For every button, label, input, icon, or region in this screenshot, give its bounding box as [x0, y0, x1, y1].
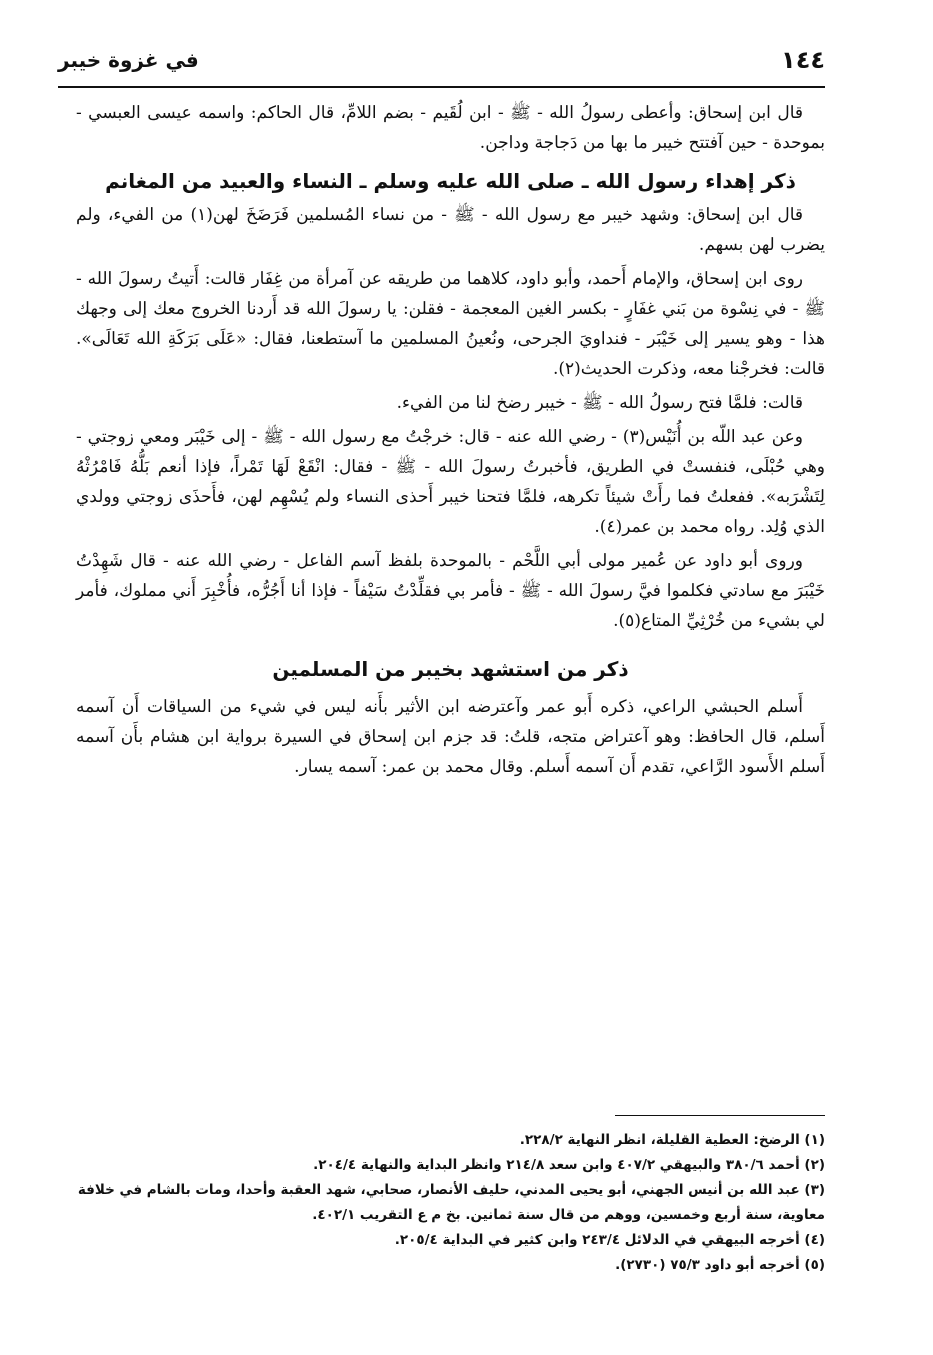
page-number: ١٤٤: [781, 46, 825, 74]
paragraph: قال ابن إسحاق: وشهد خيبر مع رسول الله - ﷺ - من نساء المُسلمين فَرَضَخَ لهن(١) من الفيء، ولم يضرب لهن بسهم.: [76, 205, 825, 255]
footnote-separator: [615, 1115, 825, 1116]
paragraph: أَسلم الحبشي الراعي، ذكره أَبو عمر وآعترضه ابن الأثير بأَنه ليس في شيء من السياقات أَن آسمه أَسلم، قال الحافظ: وهو آعتراض متجه، قلتُ: قد جزم ابن إسحاق في السيرة برواية ابن هشام بأَن آسمه أَسلم الأَسود الرَّاعي، تقدم أَن آسمه أَسلم. وقال محمد بن عمر: آسمه يسار.: [76, 697, 825, 777]
running-title: في غزوة خيبر: [58, 48, 199, 72]
footnote: (٣) عبد الله بن أنيس الجهني، أبو يحيى المدني، حليف الأنصار، صحابي، شهد العقبة وأحدا، ومات بالشام في خلافة معاوية، سنة أربع وخمسين، ووهم من قال سنة ثمانين. بخ م ع التقريب ٤٠٢/١.: [77, 1182, 825, 1223]
footnote: (٤) أخرجه البيهقي في الدلائل ٢٤٣/٤ وابن كثير في البداية ٢٠٥/٤.: [394, 1232, 825, 1248]
section-heading: ذكر من استشهد بخيبر من المسلمين: [272, 657, 629, 681]
paragraph: وعن عبد اللّه بن أُنَيْس(٣) - رضي الله عنه - قال: خرجْتُ مع رسول الله - ﷺ - إلى خَيْبَر ومعي زوجتي - وهي حُبْلَى، فنفستْ في الطريق، فأخبرتُ رسولَ الله - ﷺ - فقال: انْقَعْ لَهَا تَمْراً، فإذا أنعم بَلُّهُ فَامْرُثْهُ لِتَشْرَبه». ففعلتُ فما رأَتْ شيئاً تكرهه، فلمَّا فتحنا خيبر أَحذى النساء ولم يُسْهِم لهن، فأَحذَى زوجتي وولدي الذي وُلِد. رواه محمد بن عمر(٤).: [76, 427, 825, 537]
page-header: [58, 44, 825, 88]
footnote: (٢) أحمد ٣٨٠/٦ والبيهقي ٤٠٧/٢ وابن سعد ٢١٤/٨ وانظر البداية والنهاية ٢٠٤/٤.: [313, 1157, 825, 1173]
footnote: (١) الرضخ: العطية القليلة، انظر النهاية ٢٢٨/٢.: [519, 1132, 825, 1148]
paragraph: قال ابن إسحاق: وأعطى رسولُ الله - ﷺ - ابن لُقَيم - بضم اللامِّ، قال الحاكم: واسمه عيسى العبسي - بموحدة - حين آفتتح خيبر ما بها من دَجاجة وداجن.: [76, 103, 825, 153]
section-heading: ذكر إهداء رسول الله ـ صلى الله عليه وسلم ـ النساء والعبيد من المغانم: [105, 169, 796, 193]
footnote: (٥) أخرجه أبو داود ٧٥/٣ (٢٧٣٠).: [615, 1257, 825, 1273]
paragraph: روى ابن إسحاق، والإمام أَحمد، وأبو داود، كلاهما من طريقه عن آمرأة من غِفَار قالت: أَتيتُ رسولَ الله - ﷺ - في نِسْوة من بَني غفَارٍ - بكسر الغين المعجمة - فقلن: يا رسولَ الله قد أَردنا الخروج معك إلى وجهك هذا - وهو يسير إلى خَيْبَر - فنداويَ الجرحى، ونُعينُ المسلمين ما آستطعنا، فقال: «عَلَى بَرَكَةِ الله تَعَالَى». قالت: فخرجْنا معه، وذكرت الحديث(٢).: [76, 269, 825, 379]
main-text: [76, 98, 825, 786]
paragraph: قالت: فلمَّا فتح رسولُ الله - ﷺ - خيبر رضخ لنا من الفيء.: [396, 393, 803, 413]
paragraph: وروى أبو داود عن عُمير مولى أبي اللَّحْم - بالموحدة بلفظ آسم الفاعل - رضي الله عنه - قال شَهِدْتُ خَيْبَرَ مع سادتي فكلموا فيَّ رسولَ الله - ﷺ - فأمر بي فقلِّدْتُ سَيْفاً - فإذا أنا أَجُرُّه، فأُخْبِرَ أَني مملوك، فأمر لي بشيء من خُرْثِيِّ المتاع(٥).: [76, 551, 825, 631]
footnotes: [76, 1128, 825, 1278]
